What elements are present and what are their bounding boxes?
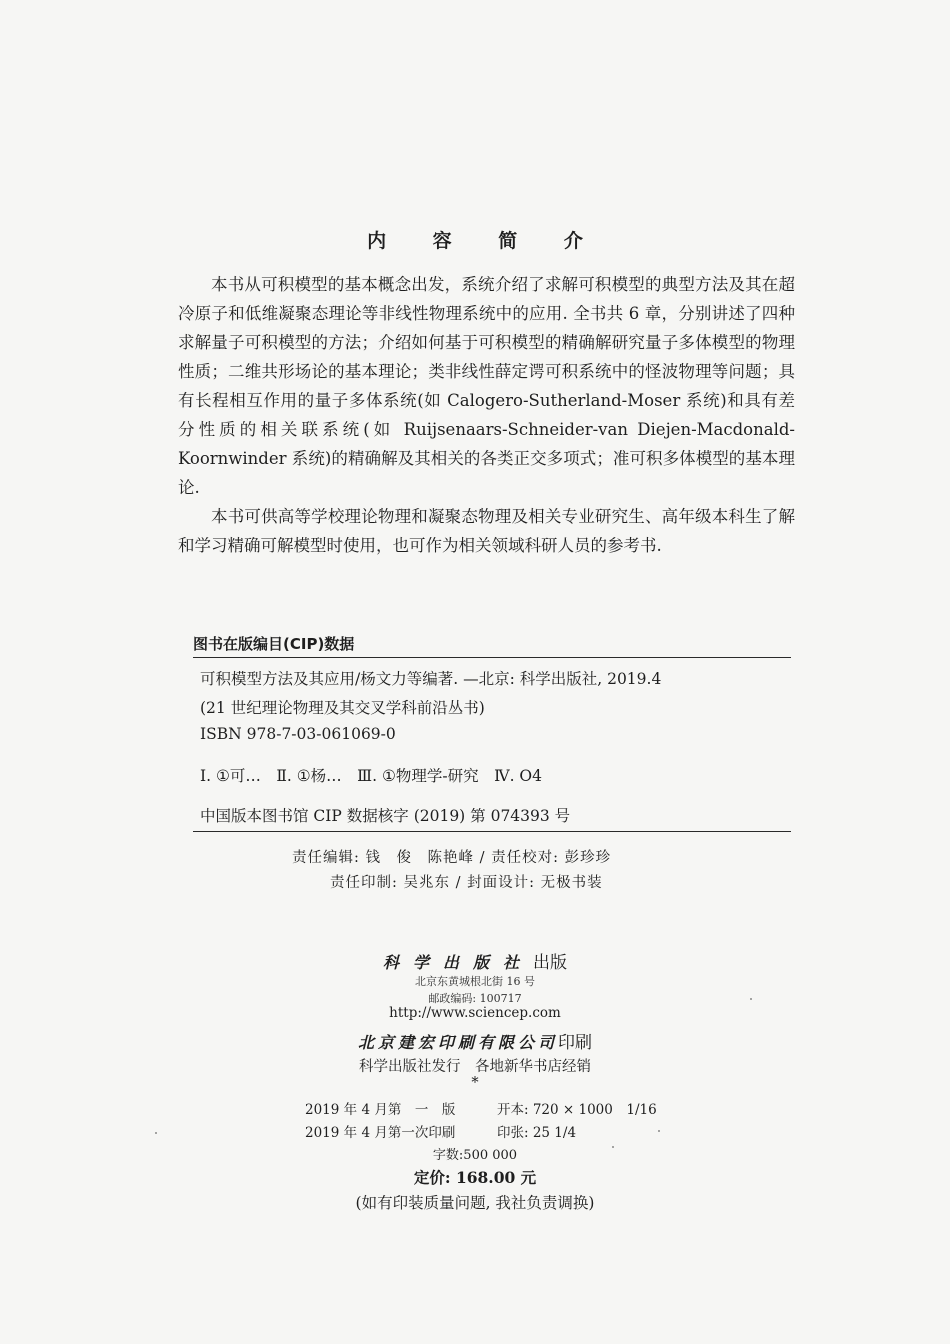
production-credits: 责任印制: 吴兆东 / 封面设计: 无极书装 — [330, 875, 603, 891]
cip-isbn-line: ISBN 978-7-03-061069-0 — [200, 725, 396, 743]
scan-speck — [155, 1132, 157, 1134]
separator-star: * — [471, 1075, 479, 1091]
sheets-label: 印张: 25 1/4 — [497, 1125, 577, 1141]
word-count: 字数:500 000 — [432, 1148, 518, 1163]
publisher-address: 北京东黄城根北街 16 号 — [415, 975, 535, 988]
quality-notice: (如有印装质量问题, 我社负责调换) — [355, 1194, 595, 1212]
distribution-line: 科学出版社发行 各地新华书店经销 — [359, 1059, 591, 1075]
scan-speck — [658, 1130, 660, 1132]
publisher-url: http://www.sciencep.com — [389, 1005, 561, 1021]
cip-series-line: (21 世纪理论物理及其交叉学科前沿丛书) — [200, 699, 485, 717]
printer-name: 北京建宏印刷有限公司 — [357, 1033, 558, 1052]
cip-title-line: 可积模型方法及其应用/杨文力等编著. —北京: 科学出版社, 2019.4 — [200, 670, 662, 688]
editor-credits: 责任编辑: 钱 俊 陈艳峰 / 责任校对: 彭珍珍 — [292, 850, 612, 866]
summary-title: 内 容 简 介 — [367, 230, 603, 252]
price: 定价: 168.00 元 — [413, 1168, 537, 1187]
format-label: 开本: 720 × 1000 1/16 — [497, 1102, 657, 1118]
cip-heading: 图书在版编目(CIP)数据 — [193, 635, 355, 653]
publisher-line — [0, 948, 950, 973]
publisher-postcode: 邮政编码: 100717 — [428, 992, 522, 1005]
scan-speck — [612, 1146, 614, 1148]
cip-classification-line: Ⅰ. ①可… Ⅱ. ①杨… Ⅲ. ①物理学-研究 Ⅳ. O4 — [200, 767, 542, 785]
summary-paragraph: 本书从可积模型的基本概念出发，系统介绍了求解可积模型的典型方法及其在超冷原子和低维凝聚态理论等非线性物理系统中的应用. 全书共 6 章，分别讲述了四种求解量子可积模型的方法；介绍如何基于可积模型的精确解研究量子多体模型的物理性质；二维共形场论的基本理论；类非线性薛定谔可积系统中的怪波物理等问题；具有长程相互作用的量子多体系统(如 Calogero-Sutherland-Moser 系统)和具有差分性质的相关联系统(如 Ruijsenaars-Schneider-van Diejen-Macdonald-Koornwinder 系统)的精确解及其相关的各类正交多项式；准可积多体模型的基本理论. — [178, 275, 795, 497]
edition-label: 2019 年 4 月第 一 版 — [305, 1102, 456, 1118]
cip-record-line: 中国版本图书馆 CIP 数据核字 (2019) 第 074393 号 — [200, 807, 571, 825]
printer-line — [0, 1028, 950, 1053]
publisher-suffix: 出版 — [533, 953, 567, 973]
publisher-name: 科学出版社 — [382, 953, 533, 972]
divider — [193, 831, 791, 832]
summary-paragraph: 本书可供高等学校理论物理和凝聚态物理及相关专业研究生、高年级本科生了解和学习精确可解模型时使用，也可作为相关领域科研人员的参考书. — [178, 507, 795, 555]
scan-speck — [750, 998, 752, 1000]
printing-label: 2019 年 4 月第一次印刷 — [305, 1125, 456, 1141]
printer-suffix: 印刷 — [558, 1033, 592, 1053]
divider — [193, 657, 791, 658]
summary-body — [178, 270, 795, 560]
